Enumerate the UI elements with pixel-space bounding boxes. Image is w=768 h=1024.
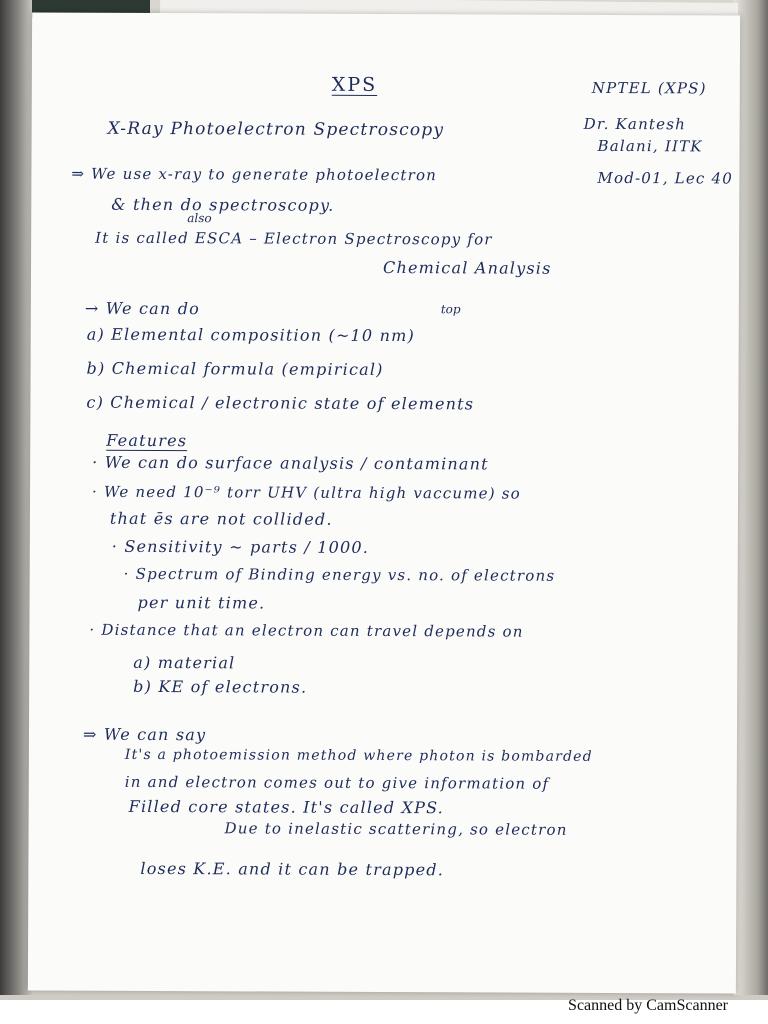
page-title: XPS — [331, 73, 378, 96]
summary-line-6: loses K.E. and it can be trapped. — [140, 858, 445, 880]
source-line-4: Mod-01, Lec 40 — [597, 168, 734, 188]
can-do-b: b) Chemical formula (empirical) — [86, 358, 384, 379]
intro-line-4: Chemical Analysis — [382, 257, 552, 278]
notebook-page — [28, 12, 740, 993]
features-heading: Features — [106, 430, 188, 451]
intro-line-1: ⇒ We use x-ray to generate photoelectron — [71, 164, 438, 185]
intro-line-2: & then do spectroscopy. — [111, 194, 335, 215]
can-do-lead: → We can do — [84, 298, 201, 319]
features-line-1: · We can do surface analysis / contaminant — [92, 452, 489, 474]
can-do-insert: top — [440, 302, 461, 317]
heading: X-Ray Photoelectron Spectroscopy — [107, 118, 445, 141]
intro-line-3: It is called ESCA – Electron Spectroscopy for — [95, 228, 493, 249]
summary-line-1: ⇒ We can say — [82, 724, 207, 745]
can-do-a: a) Elemental composition (~10 nm) — [86, 324, 415, 346]
features-line-5: · Spectrum of Binding energy vs. no. of electrons — [123, 564, 556, 585]
source-line-1: NPTEL (XPS) — [591, 78, 707, 98]
summary-line-2: It's a photoemission method where photon is bombarded — [124, 746, 593, 765]
scan-left-edge — [0, 0, 32, 995]
features-line-6: per unit time. — [137, 592, 266, 613]
features-line-7: · Distance that an electron can travel depends on — [89, 620, 524, 641]
summary-line-5: Due to inelastic scattering, so electron — [224, 819, 568, 839]
intro-insert: also — [187, 211, 212, 226]
features-line-8: a) material — [133, 652, 236, 673]
features-line-4: · Sensitivity ~ parts / 1000. — [111, 536, 370, 557]
features-line-2: · We need 10⁻⁹ torr UHV (ultra high vaccume) so — [92, 482, 521, 503]
source-line-2: Dr. Kantesh — [583, 114, 687, 134]
can-do-c: c) Chemical / electronic state of elements — [86, 392, 475, 414]
summary-line-4: Filled core states. It's called XPS. — [128, 796, 445, 818]
features-line-9: b) KE of electrons. — [133, 676, 308, 697]
summary-line-3: in and electron comes out to give information of — [124, 772, 550, 793]
scanner-watermark: Scanned by CamScanner — [568, 997, 728, 1014]
source-line-3: Balani, IITK — [597, 136, 703, 156]
features-line-3: that ēs are not collided. — [109, 508, 333, 529]
